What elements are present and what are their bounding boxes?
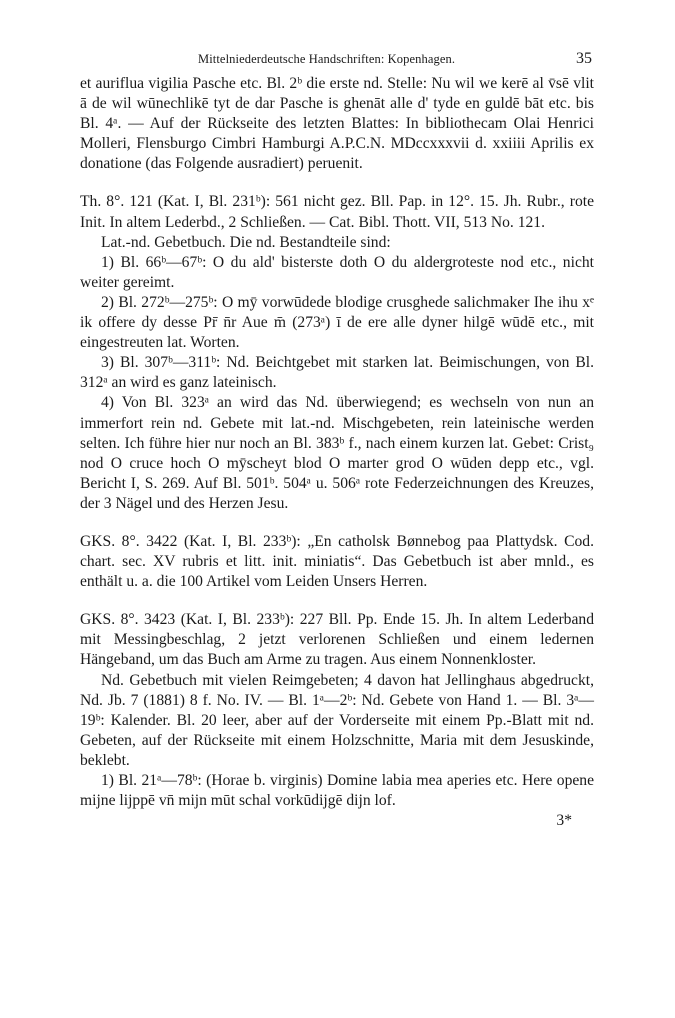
paragraph-item-3: 3) Bl. 307ᵇ—311ᵇ: Nd. Beichtgebet mit starken lat. Beimischungen, von Bl. 312ᵃ an wird es ganz lateinisch. [80,354,594,392]
page-number: 35 [576,50,592,67]
signature-mark: 3* [556,812,572,830]
paragraph-item-1: 1) Bl. 66ᵇ—67ᵇ: O du ald' bisterste doth O du aldergroteste nod etc., nicht weiter gereimt. [80,253,594,291]
paragraph-item-4: 4) Von Bl. 323ᵃ an wird das Nd. überwiegend; es wechseln von nun an immerfort rein nd. Gebete mit lat.-nd. Mischgebeten, rein lateinische werden selten. Ich führe hier nur noch an Bl. 383ᵇ f., nach einem kurzen lat. Gebet: Crist₉ nod O cruce hoch O mȳscheyt blod O marter grod O wūden depp etc., vgl. Bericht I, S. 269. Auf Bl. 501ᵇ. 504ᵃ u. 506ᵃ rote Federzeichnungen des Kreuzes, der 3 Nägel und des Herzen Jesu. [80,394,594,512]
paragraph-gebetbuch-heading: Lat.-nd. Gebetbuch. Die nd. Bestandteile sind: [101,233,391,251]
paragraph-gks-3422: GKS. 8°. 3422 (Kat. I, Bl. 233ᵇ): „En catholsk Bønnebog paa Plattydsk. Cod. chart. sec. XV rubris et litt. init. miniatis“. Das Gebetbuch ist aber mnld., es enthält u. a. die 100 Artikel vom Leiden Unsers Herren. [80,532,594,591]
paragraph-horae: 1) Bl. 21ᵃ—78ᵇ: (Horae b. virginis) Domine labia mea aperies etc. Here opene mijne lijppē vn̄ mijn mūt schal vorkūdijgē dijn lof. [80,772,594,810]
paragraph-gks-3423: GKS. 8°. 3423 (Kat. I, Bl. 233ᵇ): 227 Bll. Pp. Ende 15. Jh. In altem Lederband mit Messingbeschlag, 2 jetzt verlorenen Schließen und einem ledernen Hängeband, um das Buch am Arme zu tragen. Aus einem Nonnenkloster. [80,611,594,669]
paragraph-th-121: Th. 8°. 121 (Kat. I, Bl. 231ᵇ): 561 nicht gez. Bll. Pap. in 12°. 15. Jh. Rubr., rote Init. In altem Lederbd., 2 Schließen. — Cat. Bibl. Thott. VII, 513 No. 121. [80,193,594,231]
paragraph-item-2: 2) Bl. 272ᵇ—275ᵇ: O mȳ vorwūdede blodige crusghede salichmaker Ihe ihu xᵉ ik offere dy desse Pr̄ n̄r Aue m̄ (273ᵃ) ī de ere alle dyner hilgē wūdē etc., mit eingestreuten lat. Worten. [80,293,594,352]
running-header [80,50,594,70]
running-title: Mittelniederdeutsche Handschriften: Kopenhagen. [198,52,456,66]
paragraph-intro: et auriflua vigilia Pasche etc. Bl. 2ᵇ die erste nd. Stelle: Nu wil we kerē al v̄sē vlit ā de wil wūnechlikē tyt de dar Pasche is ghenāt alle d' tyde en guldē bāt etc. bis Bl. 4ᵃ. — Auf der Rückseite des letzten Blattes: In bibliothecam Olai Henrici Molleri, Flensburgo Cimbri Hamburgi A.P.C.N. MDccxxxvii d. xxiiii Aprilis ex donatione (das Folgende ausradiert) peruenit. [80,75,594,173]
document-page [80,0,594,1018]
document-body [80,74,594,831]
paragraph-reimgebete: Nd. Gebetbuch mit vielen Reimgebeten; 4 davon hat Jellinghaus abgedruckt, Nd. Jb. 7 (1881) 8 f. No. IV. — Bl. 1ᵃ—2ᵇ: Nd. Gebete von Hand 1. — Bl. 3ᵃ—19ᵇ: Kalender. Bl. 20 leer, aber auf der Vorderseite mit einem Pp.-Blatt mit nd. Gebeten, auf der Rückseite mit einem Holzschnitte, Maria mit dem Jesuskinde, beklebt. [80,671,594,769]
